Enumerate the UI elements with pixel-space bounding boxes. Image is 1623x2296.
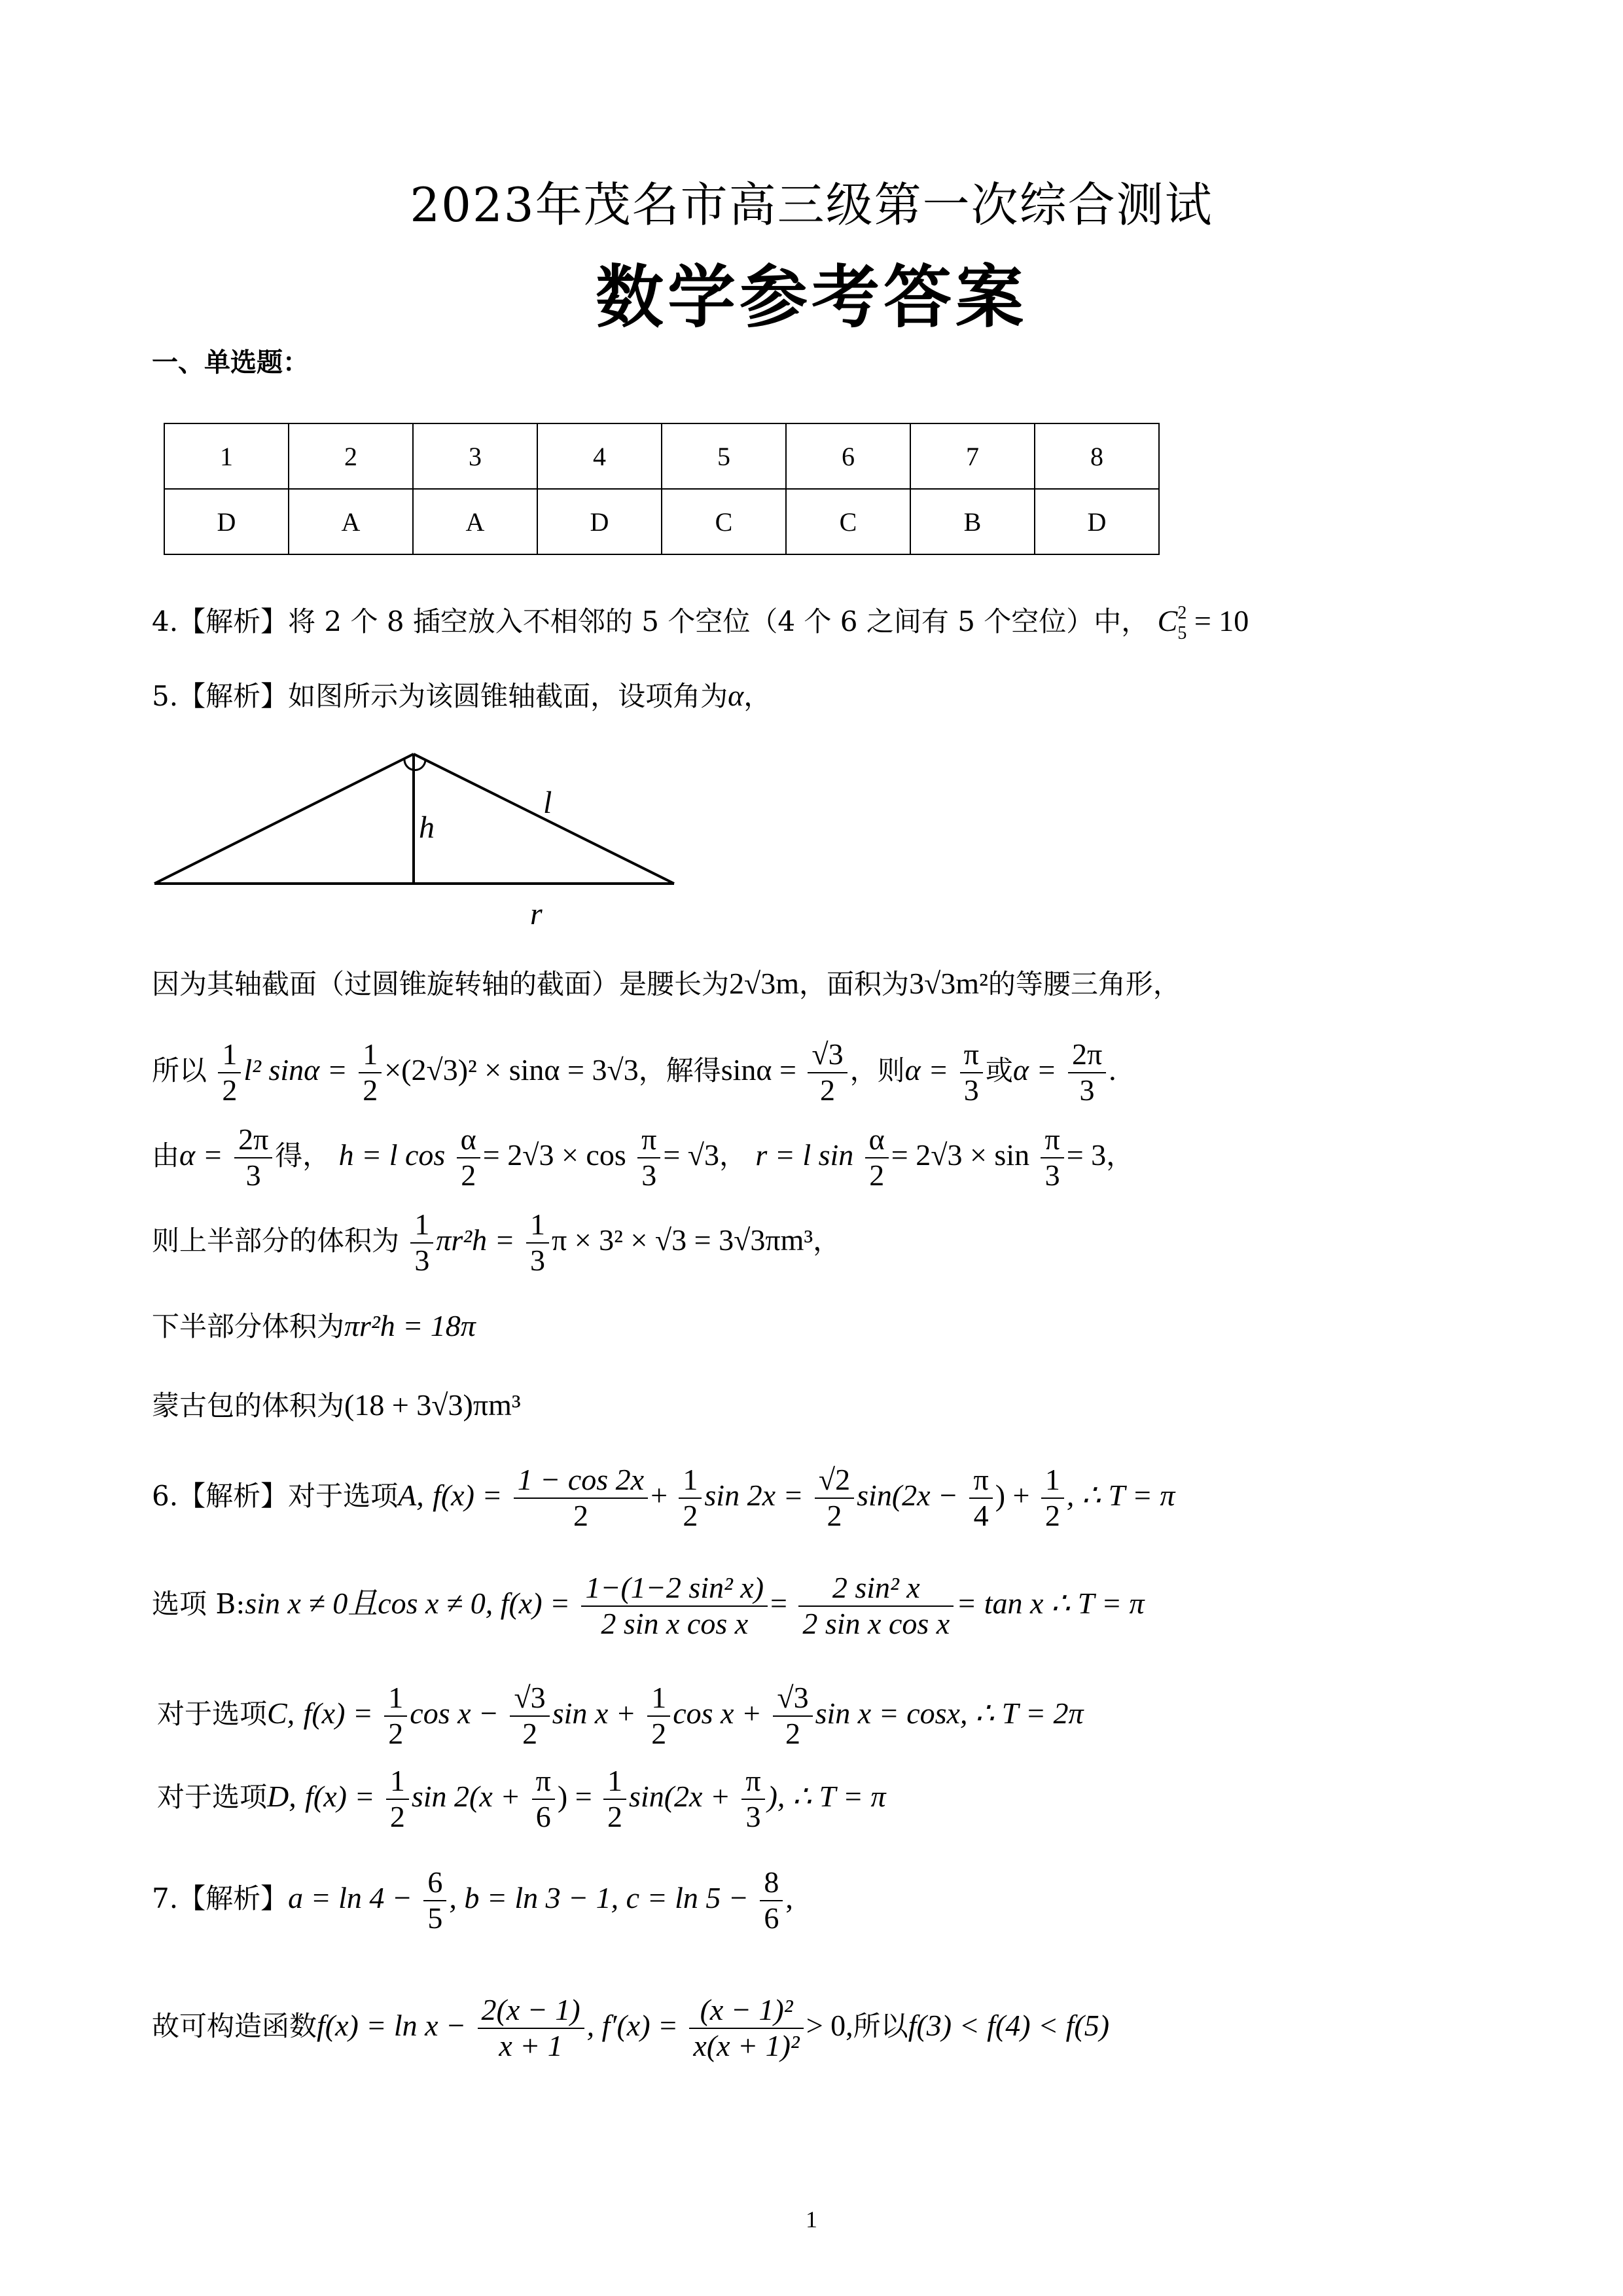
height-label: h (419, 810, 435, 845)
q5-line3-expr-b: α = (179, 1138, 223, 1172)
answer-choice-cell: C (786, 489, 910, 554)
question-number-cell: 1 (164, 423, 289, 489)
question-number-cell: 8 (1035, 423, 1159, 489)
fraction-numerator: 6 (423, 1865, 446, 1901)
q7-line-2 (152, 1993, 1109, 2064)
fraction-numerator: 1 (679, 1463, 702, 1499)
fraction-denominator: 6 (535, 1799, 551, 1833)
fraction-numerator: π (637, 1122, 660, 1158)
q6-optC-letter: C, (267, 1696, 295, 1730)
fraction-numerator: π (1041, 1122, 1063, 1158)
q5-line3-expr-h: r = l sin (755, 1138, 854, 1172)
section-heading-single-choice: 一、单选题： (152, 348, 309, 378)
fraction-denominator: 2 (522, 1716, 538, 1750)
fraction-numerator: 2π (1068, 1037, 1106, 1073)
fraction-numerator: 8 (760, 1865, 783, 1901)
fraction-numerator: (x − 1)² (689, 1993, 803, 2029)
q6-optA-expr-g: ) + (995, 1478, 1030, 1512)
question-number-cell: 6 (786, 423, 910, 489)
q6-optA-expr-h: , ∴ T = π (1066, 1478, 1175, 1512)
q4-solution-line (152, 603, 1249, 644)
q4-combination-sub: 5 (1177, 622, 1187, 643)
q6-option-c-line (157, 1681, 1084, 1751)
fraction-numerator: 2π (234, 1122, 272, 1158)
q5-line1-text-c: ，面积为 (799, 968, 910, 1000)
fraction (808, 1037, 847, 1108)
fraction-numerator: 1−(1−2 sin² x) (581, 1571, 768, 1607)
q4-combination-indices (1177, 603, 1186, 644)
q6-optB-text-a: 选项 B: (152, 1587, 245, 1620)
fraction-denominator: 3 (963, 1073, 979, 1107)
answer-choice-cell: C (662, 489, 786, 554)
fraction-numerator: 1 (647, 1681, 670, 1717)
fraction (532, 1764, 555, 1835)
fraction-denominator: 3 (414, 1243, 430, 1277)
q5-line2-period: . (1109, 1052, 1116, 1086)
fraction-numerator: 1 (526, 1208, 549, 1244)
fraction-numerator: π (532, 1764, 555, 1800)
q7-expr-c: , (785, 1880, 793, 1914)
fraction-denominator: 2 (1044, 1498, 1060, 1532)
q5-line3-text-g: ， (719, 1139, 747, 1172)
q6-label: 6.【解析】 (152, 1479, 289, 1512)
answer-table (164, 423, 1160, 555)
fraction (526, 1208, 549, 1278)
fraction (865, 1122, 889, 1193)
fraction-denominator: 2 sin x cos x (601, 1606, 749, 1640)
fraction-denominator: 3 (1044, 1158, 1060, 1192)
fraction (773, 1681, 812, 1751)
answer-table-choice-row (164, 489, 1159, 554)
fraction (815, 1463, 854, 1534)
q7-line2-expr-f: f(3) < f(4) < f(5) (908, 2008, 1110, 2042)
q6-option-a-line (152, 1463, 1175, 1534)
q7-line2-text-a: 故可构造函数 (152, 2009, 317, 2042)
fraction (386, 1764, 409, 1835)
q5-intro-line (152, 681, 771, 711)
q5-line2-text-a: 所以 (152, 1054, 207, 1086)
fraction-denominator: 3 (641, 1158, 657, 1192)
q5-line2-expr-b: l² sinα = (243, 1052, 348, 1086)
answer-choice-cell: D (164, 489, 289, 554)
q5-line3-expr-f: = √3 (663, 1138, 720, 1172)
q5-intro: 如图所示为该圆锥轴截面，设项角为 (288, 680, 728, 712)
fraction-numerator: π (960, 1037, 983, 1073)
fraction-numerator: 2(x − 1) (478, 1993, 584, 2029)
q6-optD-expr-e: ) = (557, 1779, 592, 1813)
q5-line4-expr-c: π × 3² × √3 = 3√3πm³ (552, 1223, 813, 1257)
fraction-denominator: 3 (530, 1243, 546, 1277)
fraction-denominator: 2 (607, 1799, 623, 1833)
fraction (760, 1865, 783, 1936)
q6-optC-expr-c: f(x) = (303, 1696, 373, 1730)
answer-table-number-row (164, 423, 1159, 489)
fraction-denominator: 2 (651, 1716, 667, 1750)
fraction (478, 1993, 584, 2064)
q5-label: 5.【解析】 (152, 680, 289, 712)
slant-label: l (543, 785, 552, 820)
q7-line2-expr-d: > 0, (806, 2008, 853, 2042)
fraction (741, 1764, 764, 1835)
q6-optA-letter: A, (398, 1478, 424, 1512)
q6-optB-expr-b: sin x ≠ 0且cos x ≠ 0, f(x) = (245, 1586, 571, 1620)
fraction-numerator: π (741, 1764, 764, 1800)
q6-optC-text-a: 对于选项 (157, 1697, 268, 1730)
q5-line2-expr-c: ×(2√3)² × sinα = 3√3 (384, 1052, 639, 1086)
fraction (798, 1571, 954, 1641)
q7-expr-a: a = ln 4 − (288, 1880, 412, 1914)
fraction-denominator: 2 (819, 1073, 835, 1107)
fraction-denominator: 2 (869, 1158, 885, 1192)
fraction (359, 1037, 382, 1108)
answer-choice-cell: A (289, 489, 413, 554)
q6-optA-expr-e: sin 2x = (704, 1478, 804, 1512)
q7-line-1 (152, 1865, 793, 1936)
q5-line6-expr-b: (18 + 3√3)πm³ (344, 1388, 521, 1422)
cone-cross-section-figure (131, 740, 694, 929)
q5-line5-expr-b: πr²h = 18π (344, 1309, 476, 1342)
fraction-denominator: 2 (388, 1716, 404, 1750)
fraction-denominator: 2 (461, 1158, 476, 1192)
q5-line3-expr-i: = 2√3 × sin (891, 1138, 1030, 1172)
q4-combination-symbol: C (1157, 603, 1178, 637)
fraction (679, 1463, 702, 1534)
q6-optA-expr-d: + (651, 1478, 668, 1512)
answer-choice-cell: D (1035, 489, 1159, 554)
q5-line2-text-h: 或 (985, 1054, 1013, 1086)
fraction-numerator: 1 (386, 1764, 409, 1800)
q6-option-d-line (157, 1764, 886, 1835)
fraction (510, 1681, 549, 1751)
fraction-numerator: √2 (815, 1463, 854, 1499)
q7-line2-expr-c: , f′(x) = (586, 2008, 679, 2042)
question-number-cell: 4 (537, 423, 662, 489)
q6-optB-expr-d: = tan x ∴ T = π (956, 1586, 1145, 1620)
q5-line4-expr-b: πr²h = (436, 1223, 515, 1257)
fraction-denominator: 2 (222, 1073, 238, 1107)
q5-line-2 (152, 1037, 1116, 1108)
fraction-denominator: 2 (363, 1073, 378, 1107)
q6-optD-expr-d: sin 2(x + (411, 1779, 521, 1813)
fraction (234, 1122, 272, 1193)
fraction (218, 1037, 241, 1108)
fraction (960, 1037, 983, 1108)
q6-optC-expr-d: cos x − (410, 1696, 499, 1730)
fraction (514, 1463, 648, 1534)
q7-line2-text-e: 所以 (853, 2009, 908, 2042)
document-title: 2023年茂名市高三级第一次综合测试 (410, 177, 1213, 232)
fraction (384, 1681, 407, 1751)
fraction-denominator: 2 (683, 1498, 698, 1532)
fraction-denominator: 5 (427, 1901, 443, 1935)
fraction-numerator: 2 sin² x (798, 1571, 954, 1607)
fraction-numerator: α (865, 1122, 889, 1158)
fraction-numerator: 1 (410, 1208, 433, 1244)
q5-line3-text-a: 由 (152, 1139, 180, 1172)
fraction-numerator: 1 (384, 1681, 407, 1717)
fraction (410, 1208, 433, 1278)
fraction (581, 1571, 768, 1641)
q5-line4-text-a: 则上半部分的体积为 (152, 1224, 400, 1257)
q5-line2-text-f: ，则 (849, 1054, 905, 1086)
fraction-numerator: 1 − cos 2x (514, 1463, 648, 1499)
q5-line3-text-k: ， (1106, 1139, 1134, 1172)
q5-line-1 (152, 969, 1181, 999)
fraction-numerator: 1 (218, 1037, 241, 1073)
fraction-denominator: 6 (764, 1901, 779, 1935)
fraction-denominator: 2 (389, 1799, 405, 1833)
fraction (969, 1463, 992, 1534)
q5-line1-area: 3√3m² (909, 967, 988, 1000)
question-number-cell: 3 (413, 423, 537, 489)
q6-optB-expr-c: = (770, 1586, 787, 1620)
triangle-left-side (154, 754, 414, 884)
fraction (1041, 1463, 1064, 1534)
q6-optC-expr-e: sin x + (552, 1696, 636, 1730)
q4-text: 将 2 个 8 插空放入不相邻的 5 个空位（4 个 6 之间有 5 个空位）中， (288, 605, 1149, 637)
q5-line5-text-a: 下半部分体积为 (152, 1310, 345, 1342)
fraction-denominator: 2 (573, 1498, 588, 1532)
q5-line1-text-a: 因为其轴截面（过圆锥旋转轴的截面）是腰长为 (152, 968, 730, 1000)
q6-optD-text-a: 对于选项 (157, 1780, 268, 1813)
fraction-numerator: 1 (603, 1764, 626, 1800)
fraction-denominator: 3 (745, 1799, 761, 1833)
q6-optA-expr-f: sin(2x − (857, 1478, 959, 1512)
fraction-numerator: √3 (510, 1681, 549, 1717)
q6-optC-expr-f: cos x + (673, 1696, 762, 1730)
q7-expr-b: , b = ln 3 − 1, c = ln 5 − (449, 1880, 749, 1914)
q5-line2-expr-i: α = (1012, 1052, 1057, 1086)
question-number-cell: 7 (910, 423, 1035, 489)
fraction-denominator: 2 sin x cos x (802, 1606, 950, 1640)
q6-optD-letter: D, (267, 1779, 296, 1813)
q5-comma: ， (743, 680, 772, 712)
q5-line-6 (152, 1390, 521, 1420)
answer-choice-cell: A (413, 489, 537, 554)
q5-line3-expr-j: = 3 (1066, 1138, 1107, 1172)
fraction-numerator: √3 (773, 1681, 812, 1717)
q4-combination-sup: 2 (1177, 603, 1187, 623)
q5-line4-text-d: ， (813, 1224, 841, 1257)
fraction-denominator: 2 (785, 1716, 800, 1750)
answer-choice-cell: D (537, 489, 662, 554)
q5-line2-expr-e: sinα = (721, 1052, 796, 1086)
fraction-denominator: x + 1 (499, 2028, 563, 2062)
fraction-numerator: 1 (1041, 1463, 1064, 1499)
question-number-cell: 2 (289, 423, 413, 489)
radius-label: r (530, 897, 543, 929)
fraction-denominator: 4 (973, 1498, 989, 1532)
fraction (457, 1122, 480, 1193)
q5-line3-text-c: 得， (275, 1139, 330, 1172)
q5-line-3 (152, 1122, 1133, 1193)
fraction-denominator: 2 (827, 1498, 842, 1532)
q5-line6-text-a: 蒙古包的体积为 (152, 1390, 345, 1422)
q5-alpha: α (728, 679, 744, 712)
fraction (1068, 1037, 1106, 1108)
q6-optA-expr-c: f(x) = (433, 1478, 503, 1512)
fraction-numerator: 1 (359, 1037, 382, 1073)
fraction-numerator: π (969, 1463, 992, 1499)
q4-label: 4.【解析】 (152, 605, 289, 637)
q5-line3-expr-d: h = l cos (338, 1138, 446, 1172)
q5-line-4 (152, 1208, 840, 1278)
fraction-denominator: x(x + 1)² (693, 2028, 800, 2062)
page-number: 1 (806, 2206, 817, 2233)
q7-line2-expr-b: f(x) = ln x − (317, 2008, 467, 2042)
fraction-numerator: α (457, 1122, 480, 1158)
q6-optD-expr-g: ), ∴ T = π (767, 1779, 886, 1813)
fraction (423, 1865, 446, 1936)
fraction (647, 1681, 670, 1751)
answer-choice-cell: B (910, 489, 1035, 554)
q6-optD-expr-c: f(x) = (305, 1779, 375, 1813)
fraction (637, 1122, 660, 1193)
q6-optD-expr-f: sin(2x + (629, 1779, 730, 1813)
q6-optC-expr-g: sin x = cosx, ∴ T = 2π (815, 1696, 1084, 1730)
q5-line-5 (152, 1311, 476, 1341)
q5-line2-text-d: ，解得 (638, 1054, 721, 1086)
fraction-denominator: 3 (245, 1158, 261, 1192)
q5-line2-expr-g: α = (904, 1052, 949, 1086)
fraction (603, 1764, 626, 1835)
fraction-numerator: √3 (808, 1037, 847, 1073)
q5-line1-leg: 2√3m (729, 967, 800, 1000)
q5-line3-expr-e: = 2√3 × cos (482, 1138, 626, 1172)
q6-optA-text-a: 对于选项 (288, 1479, 399, 1512)
document-subtitle: 数学参考答案 (595, 257, 1027, 337)
fraction-denominator: 3 (1079, 1073, 1095, 1107)
fraction (1041, 1122, 1063, 1193)
q5-line1-text-e: 的等腰三角形， (988, 968, 1181, 1000)
q6-option-b-line (152, 1571, 1145, 1641)
q4-combination-result: = 10 (1186, 603, 1249, 637)
q7-label: 7.【解析】 (152, 1882, 289, 1914)
fraction (689, 1993, 803, 2064)
question-number-cell: 5 (662, 423, 786, 489)
